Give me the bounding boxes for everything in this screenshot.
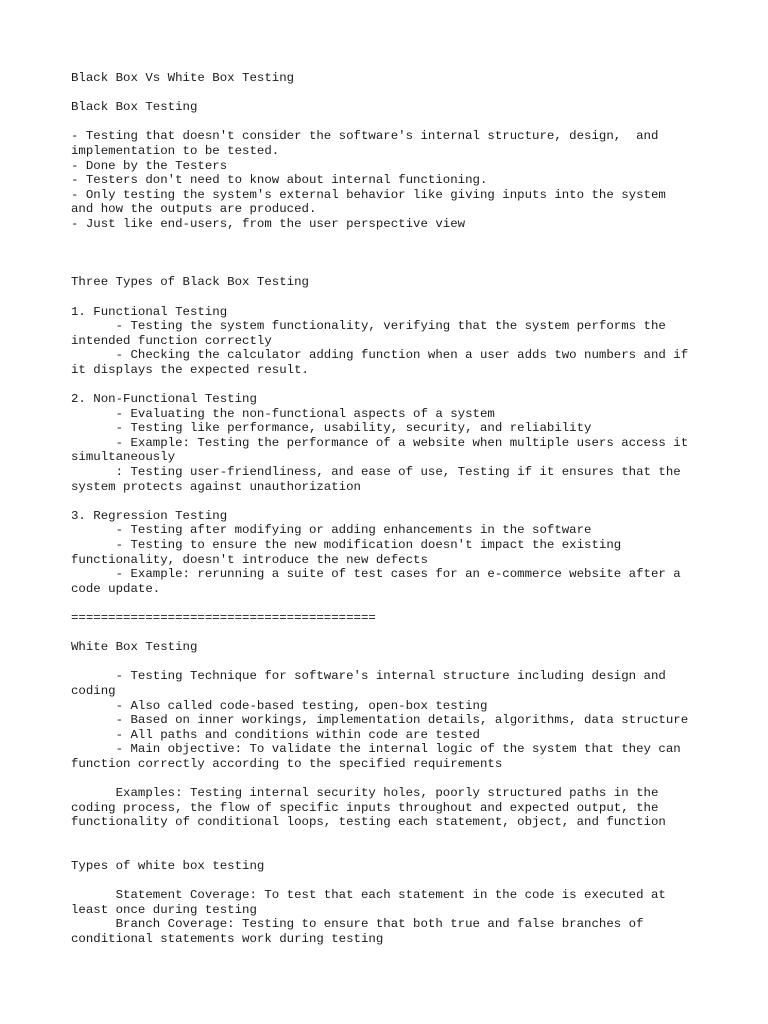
non-functional-testing-line: 2. Non-Functional Testing bbox=[71, 392, 257, 407]
non-functional-testing-line: simultaneously bbox=[71, 450, 176, 465]
white-box-examples-line: Examples: Testing internal security holes, poorly structured paths in the bbox=[71, 786, 659, 801]
non-functional-testing-line: - Example: Testing the performance of a website when multiple users access it bbox=[71, 435, 689, 450]
spacer bbox=[71, 596, 711, 611]
regression-testing-line: - Testing to ensure the new modification doesn't impact the existing bbox=[71, 538, 622, 552]
regression-testing-line: - Testing after modifying or adding enhancements in the software bbox=[71, 523, 592, 538]
document-title: Black Box Vs White Box Testing bbox=[71, 71, 295, 85]
regression-testing-line: code update. bbox=[71, 581, 161, 596]
functional-testing-line: intended function correctly bbox=[71, 333, 272, 348]
white-box-examples-line: functionality of conditional loops, testing each statement, object, and function bbox=[71, 815, 666, 830]
white-box-point-line: - Main objective: To validate the internal logic of the system that they can bbox=[71, 742, 681, 757]
regression-testing-line: functionality, doesn't introduce the new defects bbox=[71, 552, 428, 567]
spacer bbox=[71, 232, 711, 247]
black-box-types-heading: Three Types of Black Box Testing bbox=[71, 275, 309, 290]
white-box-point-line: function correctly according to the specified requirements bbox=[71, 756, 503, 771]
spacer bbox=[71, 655, 711, 670]
spacer bbox=[71, 86, 711, 101]
black-box-heading: Black Box Testing bbox=[71, 100, 198, 115]
functional-testing-line: it displays the expected result. bbox=[71, 362, 309, 377]
spacer bbox=[71, 290, 711, 305]
spacer bbox=[71, 377, 711, 392]
white-box-types-heading: Types of white box testing bbox=[71, 859, 265, 874]
non-functional-testing-line: system protects against unauthorization bbox=[71, 479, 361, 494]
white-box-point-line: - Testing Technique for software's internal structure including design and bbox=[71, 669, 666, 684]
functional-testing-line: - Checking the calculator adding function when a user adds two numbers and if bbox=[71, 348, 689, 363]
spacer bbox=[71, 494, 711, 509]
white-box-point-line: - All paths and conditions within code are tested bbox=[71, 727, 480, 742]
non-functional-testing-line: : Testing user-friendliness, and ease of use, Testing if it ensures that the bbox=[71, 465, 681, 480]
white-box-type-line: conditional statements work during testing bbox=[71, 932, 384, 947]
spacer bbox=[71, 115, 711, 130]
document-page bbox=[71, 71, 711, 947]
section-separator: ========================================= bbox=[71, 610, 376, 625]
non-functional-testing-line: - Evaluating the non-functional aspects of a system bbox=[71, 406, 495, 421]
spacer bbox=[71, 844, 711, 859]
black-box-intro-line: - Only testing the system's external behavior like giving inputs into the system bbox=[71, 187, 666, 202]
spacer bbox=[71, 626, 711, 641]
regression-testing-line: 3. Regression Testing bbox=[71, 508, 228, 523]
white-box-type-line: Statement Coverage: To test that each statement in the code is executed at bbox=[71, 888, 666, 903]
black-box-intro-line: - Done by the Testers bbox=[71, 158, 228, 173]
white-box-examples-line: coding process, the flow of specific inputs throughout and expected output, the bbox=[71, 800, 659, 815]
functional-testing-line: - Testing the system functionality, verifying that the system performs the bbox=[71, 319, 666, 334]
black-box-intro-line: - Testers don't need to know about internal functioning. bbox=[71, 173, 488, 188]
black-box-intro-line: - Just like end-users, from the user perspective view bbox=[71, 216, 466, 231]
black-box-intro-line: and how the outputs are produced. bbox=[71, 202, 317, 217]
black-box-intro-line: - Testing that doesn't consider the software's internal structure, design, and bbox=[71, 129, 659, 144]
spacer bbox=[71, 261, 711, 276]
non-functional-testing-line: - Testing like performance, usability, security, and reliability bbox=[71, 421, 592, 436]
white-box-point-line: - Also called code-based testing, open-box testing bbox=[71, 698, 488, 713]
spacer bbox=[71, 874, 711, 889]
white-box-heading: White Box Testing bbox=[71, 640, 198, 655]
white-box-type-line: least once during testing bbox=[71, 902, 257, 917]
spacer bbox=[71, 246, 711, 261]
spacer bbox=[71, 772, 711, 787]
white-box-type-line: Branch Coverage: Testing to ensure that both true and false branches of bbox=[71, 917, 644, 932]
regression-testing-line: - Example: rerunning a suite of test cases for an e-commerce website after a bbox=[71, 567, 681, 582]
white-box-point-line: coding bbox=[71, 683, 116, 698]
functional-testing-line: 1. Functional Testing bbox=[71, 304, 228, 319]
white-box-point-line: - Based on inner workings, implementation details, algorithms, data structure bbox=[71, 713, 689, 728]
black-box-intro-line: implementation to be tested. bbox=[71, 143, 280, 158]
spacer bbox=[71, 830, 711, 845]
